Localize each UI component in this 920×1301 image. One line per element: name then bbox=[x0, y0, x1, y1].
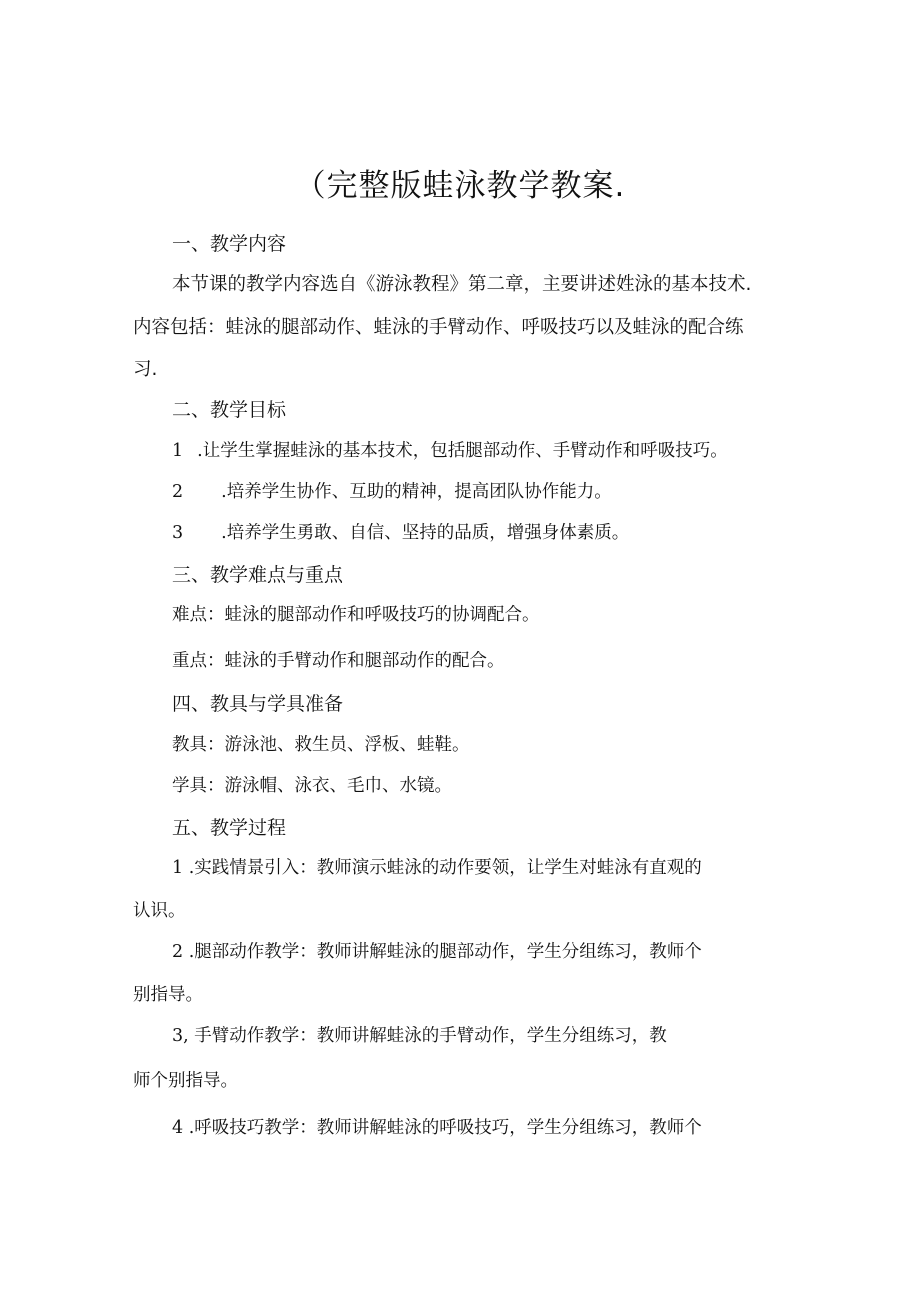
goal-item-3 bbox=[172, 518, 629, 548]
process-step-1-line-2: 认识。 bbox=[133, 901, 186, 921]
process-step-3-line-2: 师个别指导。 bbox=[133, 1071, 238, 1091]
learning-aids-text: 学具：游泳帽、泳衣、毛巾、水镜。 bbox=[172, 776, 452, 796]
goal-item-text: .让学生掌握蛙泳的基本技术，包括腿部动作、手臂动作和呼吸技巧。 bbox=[197, 441, 728, 461]
section-heading-goals: 二、教学目标 bbox=[172, 399, 287, 421]
goal-item-text: .培养学生协作、互助的精神，提高团队协作能力。 bbox=[221, 482, 612, 502]
section-heading-materials: 四、教具与学具准备 bbox=[172, 693, 344, 715]
teaching-aids-text: 教具：游泳池、救生员、浮板、蛙鞋。 bbox=[172, 735, 470, 755]
document-title: （完整版蛙泳教学教案. bbox=[294, 168, 626, 204]
process-step-1-line-1: 1 .实践情景引入：教师演示蛙泳的动作要领，让学生对蛙泳有直观的 bbox=[172, 858, 702, 878]
content-paragraph-line-1: 本节课的教学内容选自《游泳教程》第二章，主要讲述姓泳的基本技术. bbox=[172, 274, 752, 295]
goal-item-1 bbox=[172, 436, 728, 466]
key-point-text: 重点：蛙泳的手臂动作和腿部动作的配合。 bbox=[172, 651, 505, 671]
process-step-4-line-1: 4 .呼吸技巧教学：教师讲解蛙泳的呼吸技巧，学生分组练习，教师个 bbox=[172, 1118, 702, 1138]
section-heading-content: 一、教学内容 bbox=[172, 233, 287, 255]
goal-item-number: 2 bbox=[172, 482, 184, 502]
section-heading-process: 五、教学过程 bbox=[172, 817, 287, 839]
process-step-2-line-2: 别指导。 bbox=[133, 985, 203, 1005]
goal-item-text: .培养学生勇敢、自信、坚持的品质，增强身体素质。 bbox=[221, 523, 630, 543]
goal-item-2 bbox=[172, 477, 612, 507]
content-paragraph-line-2: 内容包括：蛙泳的腿部动作、蛙泳的手臂动作、呼吸技巧以及蛙泳的配合练 bbox=[133, 317, 744, 338]
goal-item-number: 1 bbox=[172, 441, 184, 461]
goal-item-number: 3 bbox=[172, 523, 184, 543]
process-step-2-line-1: 2 .腿部动作教学：教师讲解蛙泳的腿部动作，学生分组练习，教师个 bbox=[172, 942, 702, 962]
content-paragraph-line-3: 习. bbox=[133, 359, 158, 380]
difficulty-text: 难点：蛙泳的腿部动作和呼吸技巧的协调配合。 bbox=[172, 605, 540, 625]
process-step-3-line-1: 3, 手臂动作教学：教师讲解蛙泳的手臂动作，学生分组练习，教 bbox=[172, 1026, 667, 1046]
section-heading-difficulties: 三、教学难点与重点 bbox=[172, 564, 344, 586]
